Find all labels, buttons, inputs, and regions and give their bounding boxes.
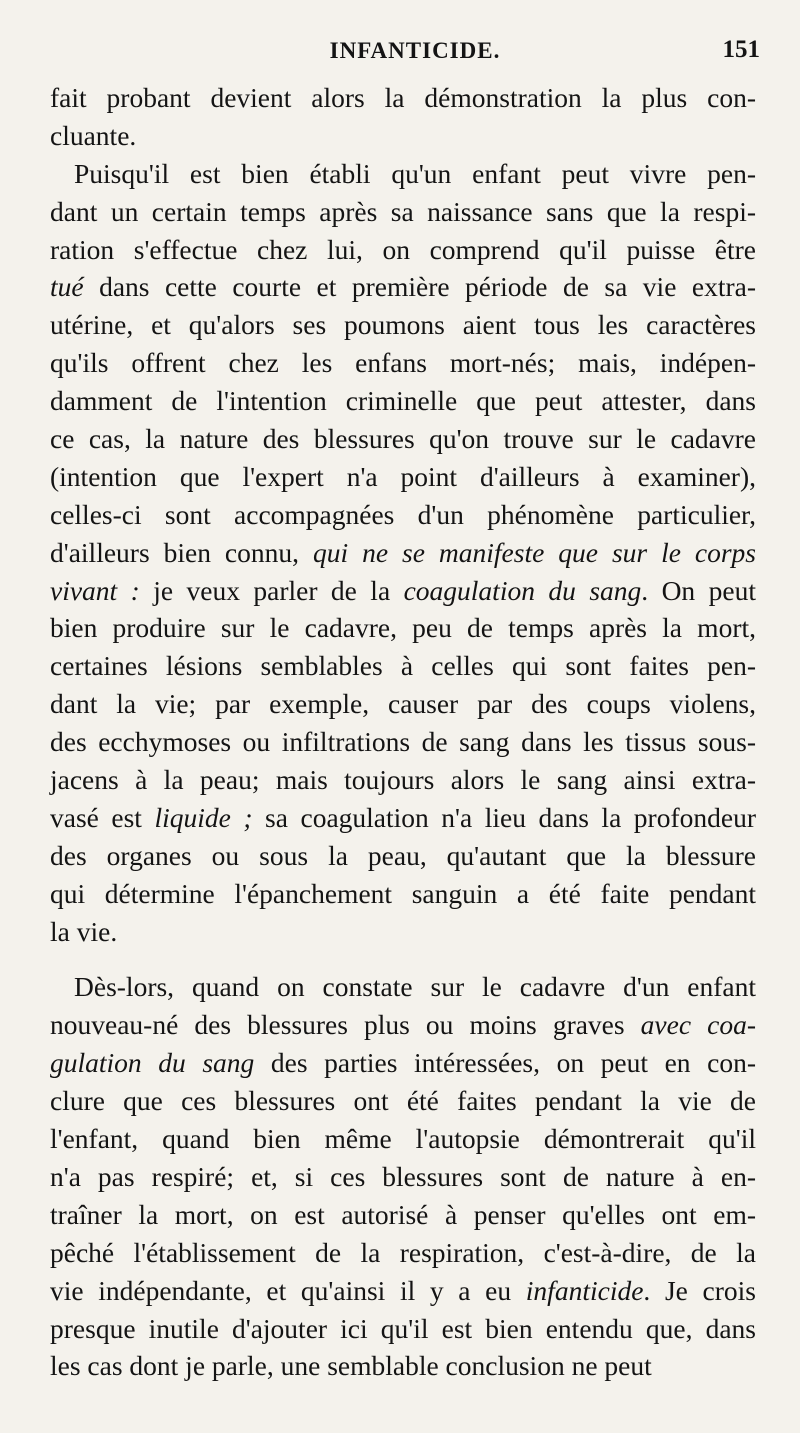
text-line (50, 1158, 756, 1196)
text-segment: sa coagulation n'a lieu dans la profondeur (252, 801, 756, 833)
text-line (50, 382, 756, 420)
paragraph (50, 79, 756, 155)
text-line (50, 117, 756, 155)
text-segment: bien produire sur le cadavre, peu de temps après la mort, (50, 612, 756, 644)
text-segment: . Je crois (643, 1274, 756, 1306)
text-segment: ration s'effectue chez lui, on comprend qu'il puisse être (50, 233, 756, 265)
text-line (50, 268, 756, 306)
body-text (50, 79, 756, 1385)
text-line (50, 1006, 756, 1044)
text-segment: . On peut (641, 574, 756, 606)
text-line (50, 534, 756, 572)
text-segment: je veux parler de la (139, 574, 404, 606)
text-line (50, 572, 756, 610)
text-line (50, 155, 756, 193)
text-line (50, 1082, 756, 1120)
text-line (50, 875, 756, 913)
text-segment: fait probant devient alors la démonstration la plus con- (50, 82, 756, 113)
text-line (50, 1120, 756, 1158)
text-segment: pêché l'établissement de la respiration, c'est-à-dire, de la (50, 1236, 756, 1268)
text-segment: certaines lésions semblables à celles qui sont faites pen- (50, 650, 756, 682)
text-line (50, 685, 756, 723)
text-segment: dant un certain temps après sa naissance sans que la respi- (50, 195, 756, 227)
text-line (50, 799, 756, 837)
text-line (50, 79, 756, 117)
text-segment: cluante. (50, 119, 137, 151)
text-segment: n'a pas respiré; et, si ces blessures sont de nature à en- (50, 1160, 756, 1192)
text-line (50, 609, 756, 647)
italic-text: qui ne se manifeste que sur le corps (313, 536, 757, 568)
text-segment: des organes ou sous la peau, qu'autant que la blessure (50, 839, 756, 871)
text-segment: jacens à la peau; mais toujours alors le sang ainsi extra- (50, 764, 756, 796)
page-number: 151 (722, 36, 760, 63)
text-segment: des ecchymoses ou infiltrations de sang dans les tissus sous- (50, 726, 756, 758)
italic-text: coagulation du sang (403, 574, 642, 606)
running-title: INFANTICIDE. (329, 38, 501, 63)
text-segment: dant la vie; par exemple, causer par des coups violens, (50, 688, 756, 720)
text-line (50, 913, 756, 951)
text-segment: ce cas, la nature des blessures qu'on trouve sur le cadavre (50, 423, 756, 455)
text-line (50, 306, 756, 344)
text-line (50, 344, 756, 382)
italic-text: liquide ; (154, 801, 253, 833)
italic-text: gulation du sang (50, 1047, 255, 1079)
paragraph (50, 968, 756, 1385)
text-segment: l'enfant, quand bien même l'autopsie démontrerait qu'il (50, 1123, 756, 1155)
text-line (50, 1044, 756, 1082)
text-line (50, 837, 756, 875)
italic-text: avec coa- (640, 1009, 756, 1041)
text-segment: damment de l'intention criminelle que peut attester, dans (50, 385, 756, 417)
text-line (50, 723, 756, 761)
text-segment: qu'ils offrent chez les enfans mort-nés; mais, indépen- (50, 347, 756, 379)
text-line (50, 968, 756, 1006)
text-segment: vasé est (50, 801, 155, 833)
text-line (50, 761, 756, 799)
text-segment: (intention que l'expert n'a point d'ailleurs à examiner), (50, 460, 756, 492)
page-header (40, 32, 760, 72)
text-line (50, 1272, 756, 1310)
text-segment: clure que ces blessures ont été faites pendant la vie de (50, 1085, 756, 1117)
text-line (50, 496, 756, 534)
text-line (50, 231, 756, 269)
text-line (50, 420, 756, 458)
text-segment: Puisqu'il est bien établi qu'un enfant peut vivre pen- (74, 157, 756, 189)
text-segment: utérine, et qu'alors ses poumons aient tous les caractères (50, 309, 756, 341)
italic-text: infanticide (525, 1274, 644, 1306)
text-segment: presque inutile d'ajouter ici qu'il est bien entendu que, dans (50, 1312, 756, 1344)
text-segment: des parties intéressées, on peut en con- (254, 1047, 756, 1079)
italic-text: vivant : (50, 574, 140, 606)
text-line (50, 647, 756, 685)
text-line (50, 1196, 756, 1234)
text-segment: dans cette courte et première période de sa vie extra- (83, 271, 756, 303)
text-segment: la vie. (50, 915, 118, 947)
text-line (50, 1234, 756, 1272)
paragraph (50, 155, 756, 951)
text-segment: traîner la mort, on est autorisé à penser qu'elles ont em- (50, 1198, 756, 1230)
text-segment: nouveau-né des blessures plus ou moins graves (50, 1009, 641, 1041)
text-segment: qui détermine l'épanchement sanguin a été faite pendant (50, 877, 756, 909)
text-line (50, 1347, 756, 1385)
text-line (50, 458, 756, 496)
text-segment: Dès-lors, quand on constate sur le cadavre d'un enfant (74, 971, 756, 1003)
text-segment: les cas dont je parle, une semblable conclusion ne peut (50, 1350, 652, 1382)
text-segment: vie indépendante, et qu'ainsi il y a eu (50, 1274, 526, 1306)
text-line (50, 193, 756, 231)
italic-text: tué (50, 271, 84, 303)
text-segment: d'ailleurs bien connu, (50, 536, 313, 568)
text-segment: celles-ci sont accompagnées d'un phénomène particulier, (50, 498, 756, 530)
text-line (50, 1310, 756, 1348)
